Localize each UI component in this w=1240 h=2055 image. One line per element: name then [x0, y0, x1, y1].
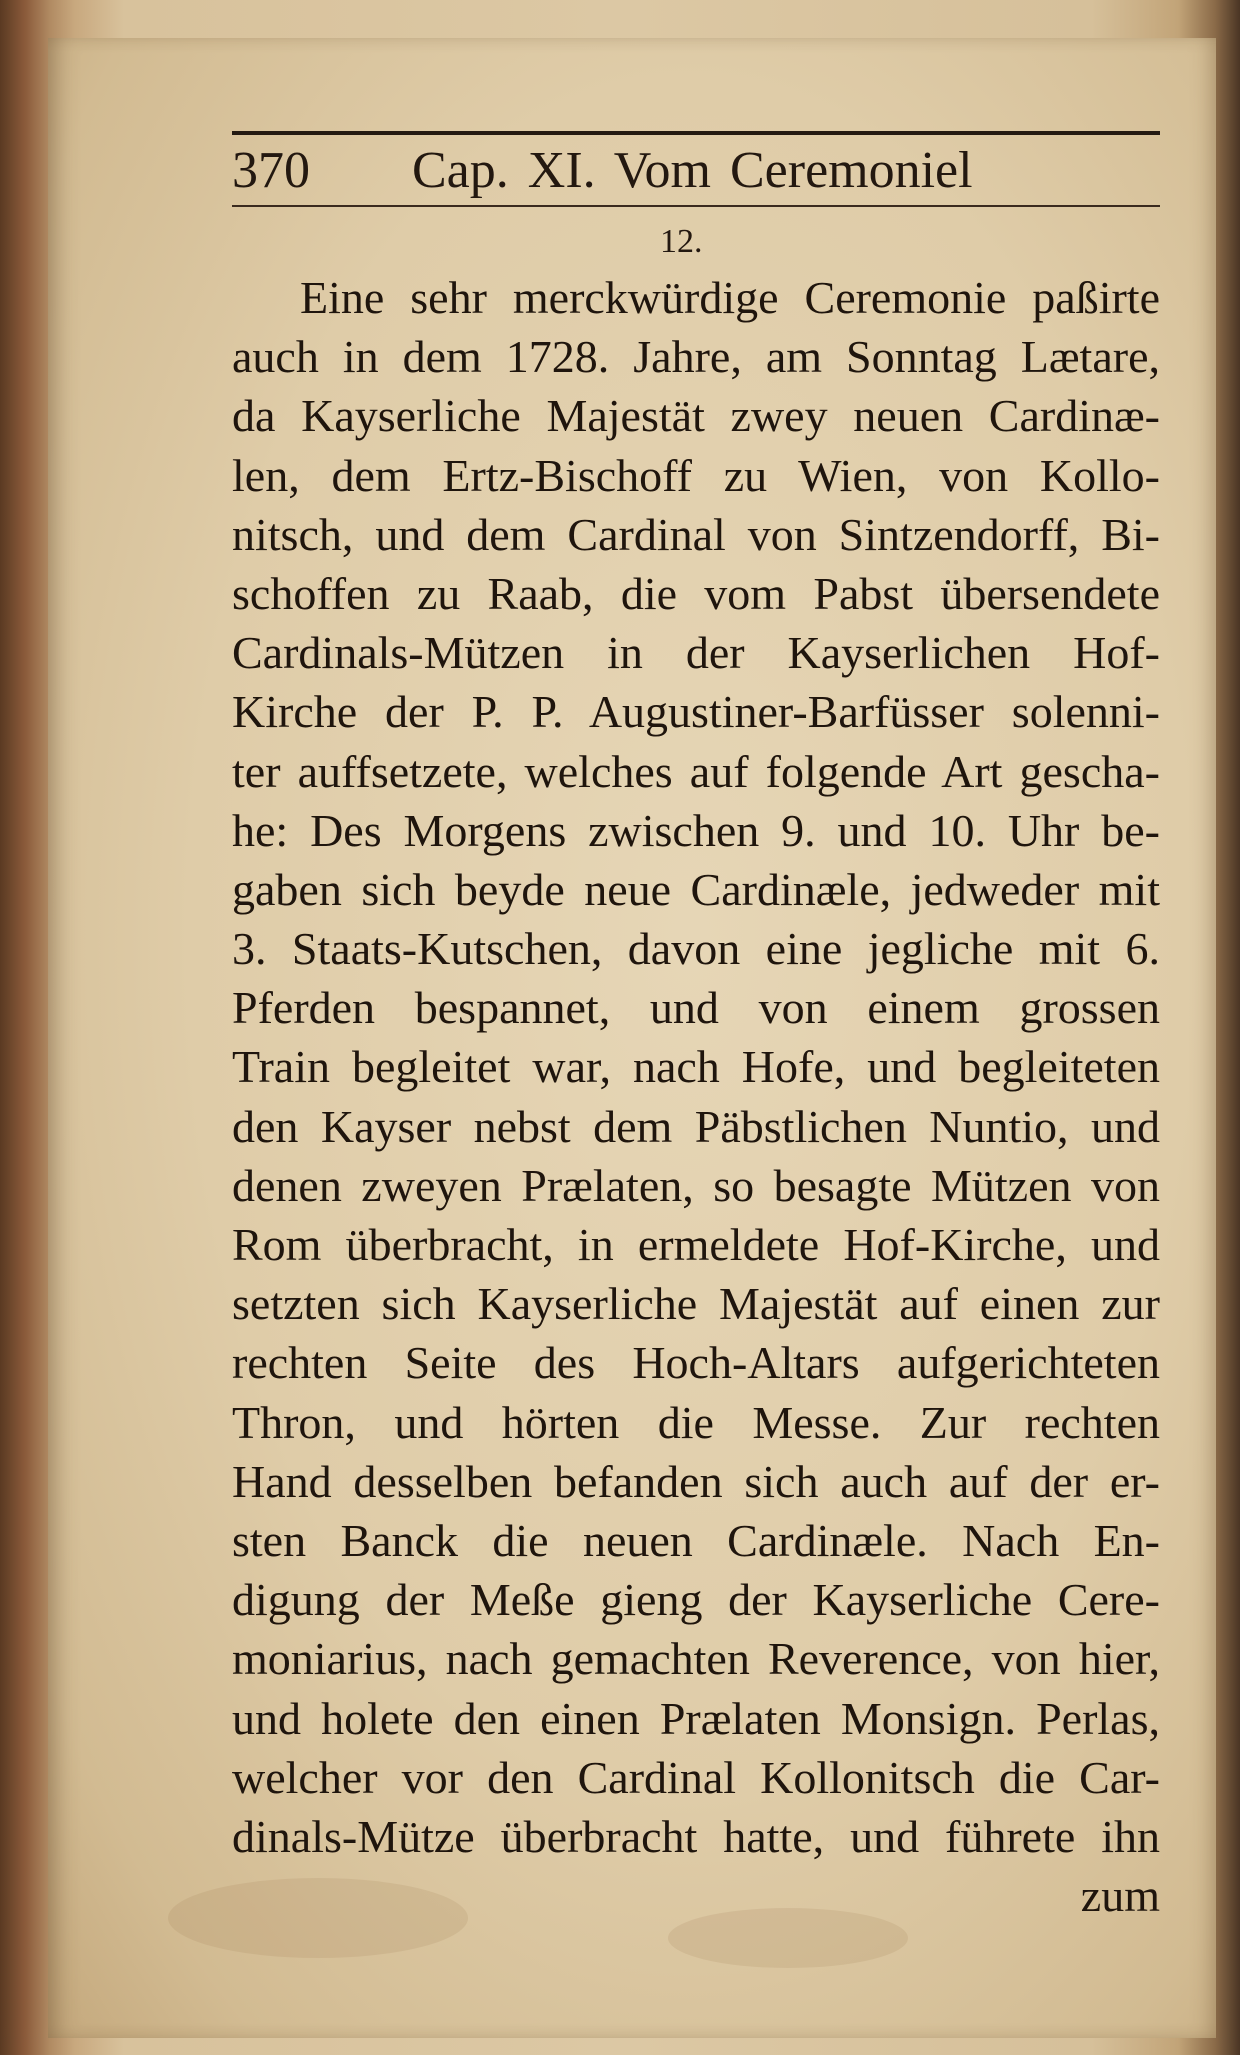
text-line: und holete den einen Prælaten Monsign. Perlas,: [232, 1692, 1160, 1744]
text-line: welcher vor den Cardinal Kollonitsch die Car-: [232, 1751, 1160, 1803]
text-line: dinals-Mütze überbracht hatte, und führete ihn: [232, 1810, 1160, 1862]
page-number: 370: [232, 142, 310, 199]
catchword: zum: [1080, 1870, 1160, 1922]
text-line: he: Des Morgens zwischen 9. und 10. Uhr be-: [232, 804, 1160, 856]
text-line: digung der Meße gieng der Kayserliche Cere-: [232, 1574, 1160, 1626]
body-text: [232, 268, 1160, 1925]
text-line: den Kayser nebst dem Päbstlichen Nuntio, und: [232, 1100, 1160, 1152]
text-line: 3. Staats-Kutschen, davon eine jegliche mit 6.: [232, 923, 1160, 975]
text-line: Train begleitet war, nach Hofe, und begleiteten: [232, 1041, 1160, 1093]
text-line: nitsch, und dem Cardinal von Sintzendorff, Bi-: [232, 508, 1160, 560]
text-line: Thron, und hörten die Messe. Zur rechten: [232, 1396, 1160, 1448]
text-line: gaben sich beyde neue Cardinæle, jedweder mit: [232, 863, 1160, 915]
text-line: denen zweyen Prælaten, so besagte Mützen von: [232, 1159, 1160, 1211]
text-line: len, dem Ertz-Bischoff zu Wien, von Kollo-: [232, 449, 1160, 501]
text-line: setzten sich Kayserliche Majestät auf einen zur: [232, 1278, 1160, 1330]
text-line: ter auffsetzete, welches auf folgende Art gescha-: [232, 745, 1160, 797]
text-line: Eine sehr merckwürdige Ceremonie paßirte: [300, 272, 1160, 323]
text-line: Rom überbracht, in ermeldete Hof-Kirche, und: [232, 1219, 1160, 1270]
running-title: Cap. XI. Vom Ceremoniel: [412, 142, 973, 199]
header-rule-top: [232, 131, 1160, 135]
text-line: sten Banck die neuen Cardinæle. Nach En-: [232, 1514, 1160, 1566]
header-rule-bottom: [232, 205, 1160, 207]
text-line: auch in dem 1728. Jahre, am Sonntag Lætare,: [232, 331, 1160, 383]
text-line: da Kayserliche Majestät zwey neuen Cardinæ-: [232, 390, 1160, 442]
page-header: [232, 140, 1160, 202]
text-line: moniarius, nach gemachten Reverence, von hier,: [232, 1633, 1160, 1685]
text-line: Hand desselben befanden sich auch auf der er-: [232, 1455, 1160, 1507]
text-line: schoffen zu Raab, die vom Pabst übersendete: [232, 567, 1160, 619]
text-line: Pferden bespannet, und von einem grossen: [232, 982, 1160, 1034]
text-line: rechten Seite des Hoch-Altars aufgerichteten: [232, 1337, 1160, 1389]
text-line: Cardinals-Mützen in der Kayserlichen Hof-: [232, 627, 1160, 679]
text-line: Kirche der P. P. Augustiner-Barfüsser solenni-: [232, 686, 1160, 738]
section-number: 12.: [660, 223, 703, 260]
